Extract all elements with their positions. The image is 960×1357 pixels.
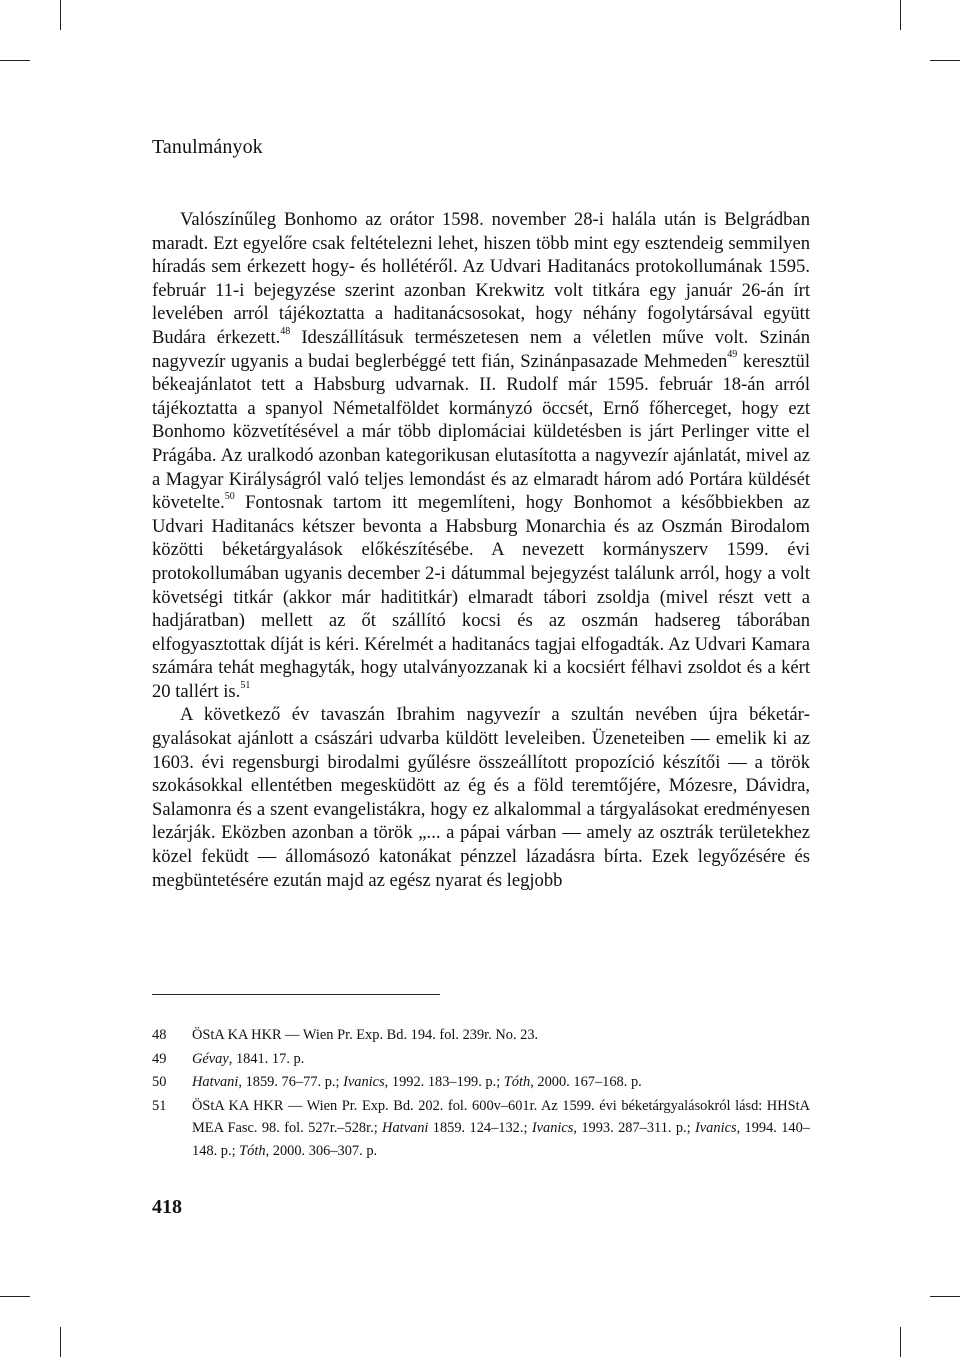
- text-run: A következő év tavaszán Ibrahim nagyvezír a szultán nevében újra béketárgyalásokat ajánlott a császári udvarba küldött leveleiben. Üzeneteiben — emelik ki az 1603. évi regensburgi birodalmi gyűlésre összeállított propozíció készítői — a török szokásokkal ellentétben megesküdött az ég és a föld teremtőjére, Mózesre, Dávidra, Salamonra és a szent evangelistákra, hogy ez alkalommal a tárgyalásokat eredményesen lezárják. Eközben azonban a török „... a pápai várban — amely az osztrák területekhez közel feküdt — állomásozó katonákat pénzzel lázadásra bírta. Ezek legyőzésére és megbüntetésére ezután majd az egész nyarat és legjobb: [152, 704, 810, 891]
- footnote-text-run: , 2000. 167–168. p.: [530, 1074, 642, 1090]
- footnote-text-run: , 1841. 17. p.: [228, 1050, 305, 1067]
- footnote-text-run: Ivanics: [695, 1120, 737, 1136]
- footnote-text-run: Gévay: [192, 1050, 229, 1067]
- footnote-text-run: Hatvani: [192, 1074, 239, 1090]
- crop-mark-bottom-right: [900, 1327, 901, 1357]
- footnote-text-run: , 1993. 287–311. p.;: [573, 1120, 695, 1136]
- footnote-text-run: Tóth: [239, 1142, 266, 1159]
- running-head: Tanulmányok: [152, 136, 263, 158]
- footnote-number: 51: [152, 1097, 167, 1114]
- footnote-text-run: , 1994. 140–148. p.;: [192, 1120, 811, 1159]
- footnote-text-run: Tóth: [503, 1074, 531, 1090]
- text-run: Ideszállításuk természetesen nem a véletlen műve volt. Szinán nagyvezír ugyanis a budai beglerbéggé tett fián, Szinánpasazade Mehmeden: [152, 326, 811, 372]
- footnote-text: [192, 1095, 810, 1163]
- crop-mark-top-right-h: [930, 60, 960, 61]
- crop-mark-top-left-h: [0, 60, 30, 61]
- crop-mark-bottom-left-h: [0, 1296, 30, 1297]
- paragraph: [152, 703, 810, 892]
- footnote-reference: 51: [240, 679, 251, 691]
- footnote-text-run: , 2000. 306–307. p.: [265, 1142, 378, 1159]
- footnote: [152, 1071, 810, 1094]
- footnote-text-run: Ivanics: [343, 1074, 385, 1090]
- footnote: [152, 1048, 810, 1071]
- footnote-reference: 50: [224, 490, 235, 502]
- footnote-text-run: ÖStA KA HKR — Wien Pr. Exp. Bd. 202. fol. 600v–601r. Az 1599. évi béketárgyalásokról lásd: HHStA MEA Fasc. 98. fol. 527r.–528r.;: [192, 1097, 810, 1136]
- text-run: Fontosnak tartom itt megemlíteni, hogy Bonhomot a későbbiekben az Udvari Haditanács kétszer bevonta a Habsburg Monarchia és az Oszmán Birodalom közötti béketárgyalások előkészítésébe. A nevezett kormányszerv 1599. évi protokollumában ugyanis december 2-i dátummal bejegyzést találunk arról, hogy a volt követségi titkár (akkor már hadititkár) elmaradt tábori zsoldja (mivel részt vett a hadjáratban) mellett az őt szállító kocsi és az oszmán hadsereg táborában elfogyasztottak díját is kéri. Kérelmét a haditanács tagjai elfogadták. Az Udvari Kamara számára tehát meghagyták, hogy utalványozzanak ki a kocsiért félhavi zsoldot és a kért 20 tallért is.: [152, 492, 810, 702]
- crop-mark-top-right: [900, 0, 901, 30]
- footnote: [152, 1024, 810, 1047]
- text-run: Valószínűleg Bonhomo az orátor 1598. november 28-i halála után is Belgrádban maradt. Ezt egyelőre csak feltételezni lehet, hiszen több mint egy esztendeig semmilyen híradás sem érkezett hogy- és hollétéről. Az Udvari Haditanács protokollumának 1595. február 11-i bejegyzése szerint azonban Krekwitz volt titkára egy január 26-án írt levelében arról tájékoztatta a haditanácsosokat, hogy néhány fogolytársával együtt Budára érkezett.: [152, 209, 810, 348]
- crop-mark-bottom-left: [60, 1327, 61, 1357]
- crop-mark-top-left: [60, 0, 61, 30]
- footnotes: [152, 1024, 810, 1163]
- footnote-text: [192, 1024, 810, 1047]
- footnote: [152, 1095, 810, 1163]
- footnote-text-run: , 1992. 183–199. p.;: [384, 1074, 504, 1090]
- footnote-number: 50: [152, 1074, 167, 1090]
- footnote-reference: 49: [727, 349, 738, 361]
- body-text: [152, 208, 810, 892]
- page-number: 418: [152, 1196, 182, 1218]
- footnote-text-run: Hatvani: [382, 1120, 429, 1136]
- footnote-text: [192, 1071, 810, 1094]
- footnote-text-run: 1859. 124–132.;: [428, 1120, 532, 1136]
- text-run: keresztül békeajánlatot tett a Habsburg udvarnak. II. Rudolf már 1595. február 18-án arról tájékoztatta a spanyol Németalföldet kormányzó öccsét, Ernő főherceget, hogy ezt Bonhomo közvetítésével a már több diplomáciai küldetésben is járt Perlinger vitte el Prágába. Az uralkodó azonban kategorikusan elutasította a nagyvezír ajánlatát, mivel az a Magyar Királyságról való teljes lemondást és az elmaradt három adó Portára küldését követelte.: [152, 350, 810, 514]
- footnote-text-run: ÖStA KA HKR — Wien Pr. Exp. Bd. 194. fol. 239r. No. 23.: [192, 1027, 539, 1043]
- footnote-number: 49: [152, 1050, 167, 1067]
- footnote-rule: [152, 994, 440, 995]
- footnote-text: [192, 1048, 810, 1071]
- crop-mark-bottom-right-h: [930, 1296, 960, 1297]
- footnote-reference: 48: [280, 325, 291, 337]
- paragraph: [152, 208, 810, 703]
- footnote-text-run: Ivanics: [531, 1120, 574, 1136]
- footnote-number: 48: [152, 1027, 167, 1043]
- footnote-text-run: , 1859. 76–77. p.;: [238, 1074, 344, 1090]
